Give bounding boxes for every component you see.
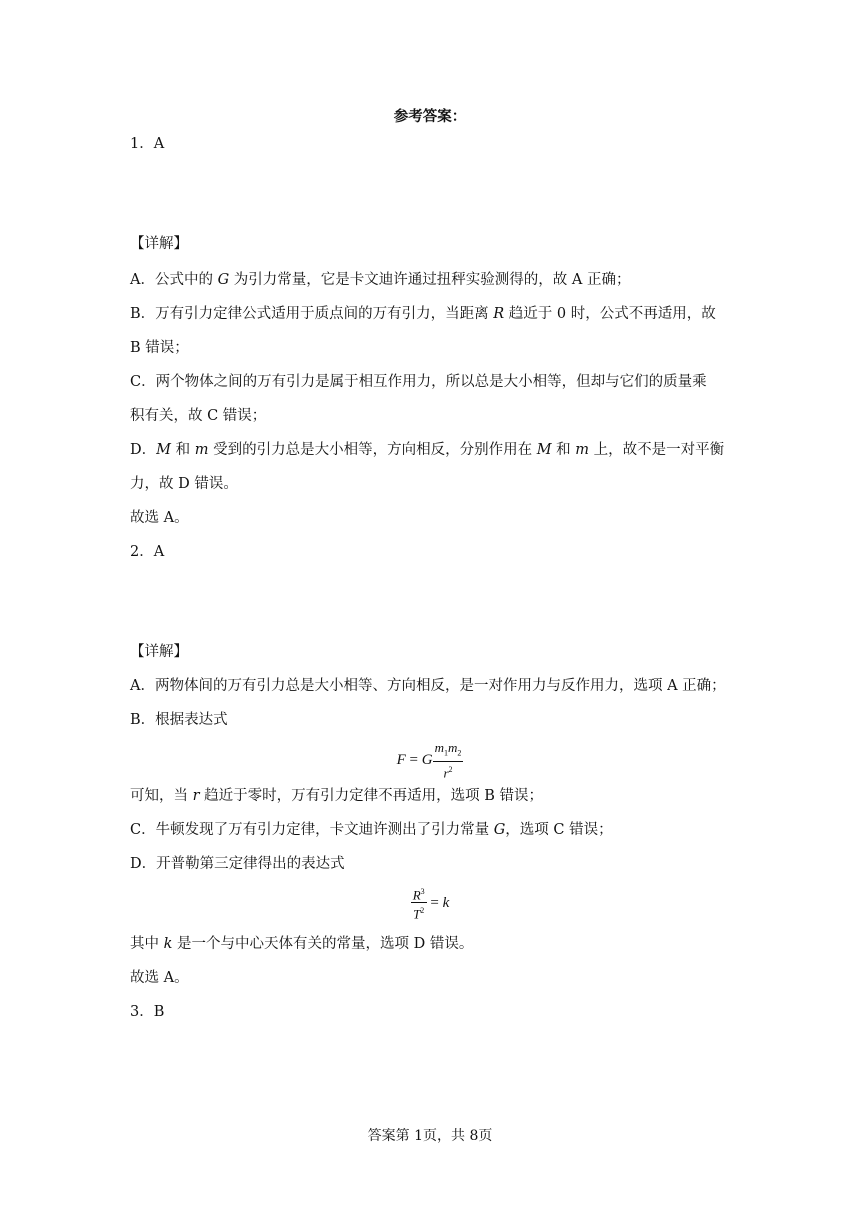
q1-line-c-cont: 积有关，故 C 错误； [130, 408, 267, 424]
formula-kepler: $\frac{R^3}{T^2}$ = k [0, 884, 860, 923]
q2-line-a: A．两物体间的万有引力总是大小相等、方向相反，是一对作用力与反作用力，选项 A 正确； [130, 678, 726, 694]
q2-line-c: C．牛顿发现了万有引力定律，卡文迪许测出了引力常量 G，选项 C 错误； [130, 822, 613, 838]
q1-line-b: B．万有引力定律公式适用于质点间的万有引力，当距离 R 趋近于 0 时，公式不再适用，故 [130, 306, 716, 322]
detail-heading-2: 【详解】 [130, 644, 188, 660]
answer-3: 3．B [130, 1004, 165, 1020]
answer-1: 1．A [130, 136, 165, 152]
q1-line-a: A．公式中的 G 为引力常量，它是卡文迪许通过扭秤实验测得的，故 A 正确； [130, 272, 631, 288]
page-footer: 答案第 1页，共 8页 [367, 1128, 493, 1144]
q2-line-b: B．根据表达式 [130, 712, 228, 728]
q2-conclusion: 故选 A。 [130, 970, 189, 986]
q1-conclusion: 故选 A。 [130, 510, 189, 526]
q2-line-d-cont: 其中 k 是一个与中心天体有关的常量，选项 D 错误。 [130, 936, 474, 952]
q1-line-c: C．两个物体之间的万有引力是属于相互作用力，所以总是大小相等，但却与它们的质量乘 [130, 374, 707, 390]
page-title: 参考答案： [393, 108, 467, 125]
q1-line-d-cont: 力，故 D 错误。 [130, 476, 238, 492]
formula-gravitation: F = G $\frac{m_1m_2}{r^2}$ [396, 740, 462, 780]
q1-line-d: D．M 和 m 受到的引力总是大小相等，方向相反，分别作用在 M 和 m 上，故不是一对平衡 [130, 442, 725, 458]
detail-heading-1: 【详解】 [130, 236, 188, 252]
q2-line-d: D．开普勒第三定律得出的表达式 [130, 856, 345, 872]
answer-2: 2．A [130, 544, 165, 560]
q1-line-b-cont: B 错误； [130, 340, 189, 356]
q2-line-b-cont: 可知，当 r 趋近于零时，万有引力定律不再适用，选项 B 错误； [130, 788, 544, 804]
